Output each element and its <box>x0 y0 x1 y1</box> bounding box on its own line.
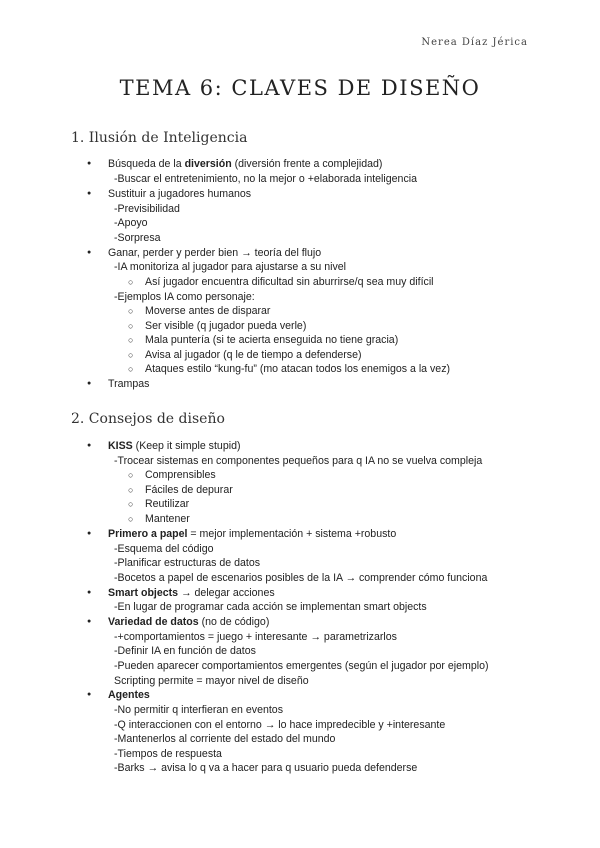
list-item: -+comportamientos = juego + interesante → parametrizarlos <box>114 631 397 643</box>
list-item: ○ Ataques estilo “kung-fu” (mo atacan todos los enemigos a la vez) <box>145 362 450 376</box>
list-item: ● Smart objects → delegar acciones <box>108 586 275 600</box>
list-item: -Sorpresa <box>114 232 161 244</box>
list-item: ● Búsqueda de la diversión (diversión frente a complejidad) <box>108 157 382 171</box>
list-item: ○ Mala puntería (si te acierta enseguida no tiene gracia) <box>145 333 398 347</box>
list-item: ○ Mantener <box>145 512 190 526</box>
section-heading-1: 1. Ilusión de Inteligencia <box>71 130 248 146</box>
list-item: ○ Fáciles de depurar <box>145 483 233 497</box>
list-item: -Planificar estructuras de datos <box>114 557 261 569</box>
list-item: -Buscar el entretenimiento, no la mejor o +elaborada inteligencia <box>114 173 417 185</box>
list-item: -Q interaccionen con el entorno → lo hace impredecible y +interesante <box>114 719 446 731</box>
author-name: Nerea Díaz Jérica <box>421 37 528 48</box>
list-item: Scripting permite = mayor nivel de diseño <box>114 675 309 687</box>
section-heading-2: 2. Consejos de diseño <box>71 411 225 427</box>
list-item: ○ Así jugador encuentra dificultad sin aburrirse/q sea muy difícil <box>145 275 434 289</box>
list-item: -Bocetos a papel de escenarios posibles de la IA → comprender cómo funciona <box>114 572 488 584</box>
list-item: -Trocear sistemas en componentes pequeños para q IA no se vuelva compleja <box>114 455 483 467</box>
list-item: ○ Moverse antes de disparar <box>145 304 270 318</box>
list-item: ● Trampas <box>108 377 149 391</box>
list-item: -Definir IA en función de datos <box>114 645 256 657</box>
list-item: -Pueden aparecer comportamientos emergentes (según el jugador por ejemplo) <box>114 660 489 672</box>
list-item: -Previsibilidad <box>114 203 180 215</box>
list-item: -Mantenerlos al corriente del estado del mundo <box>114 733 336 745</box>
list-item: ○ Ser visible (q jugador pueda verle) <box>145 319 306 333</box>
list-item: ● Ganar, perder y perder bien → teoría del flujo <box>108 246 321 260</box>
list-item: ○ Reutilizar <box>145 497 189 511</box>
list-item: ○ Avisa al jugador (q le de tiempo a defenderse) <box>145 348 362 362</box>
list-item: ● Primero a papel = mejor implementación + sistema +robusto <box>108 527 396 541</box>
list-item: ● Agentes <box>108 688 150 702</box>
list-item: -Esquema del código <box>114 543 214 555</box>
list-item: ○ Comprensibles <box>145 468 216 482</box>
list-item: -Ejemplos IA como personaje: <box>114 291 255 303</box>
list-item: ● KISS (Keep it simple stupid) <box>108 439 240 453</box>
list-item: -IA monitoriza al jugador para ajustarse a su nivel <box>114 261 347 273</box>
list-item: -Tiempos de respuesta <box>114 748 222 760</box>
page-title: TEMA 6: CLAVES DE DISEÑO <box>119 76 481 100</box>
list-item: -Barks → avisa lo q va a hacer para q usuario pueda defenderse <box>114 762 418 774</box>
list-item: -Apoyo <box>114 217 148 229</box>
list-item: -En lugar de programar cada acción se implementan smart objects <box>114 601 427 613</box>
list-item: ● Variedad de datos (no de código) <box>108 615 269 629</box>
list-item: ● Sustituir a jugadores humanos <box>108 187 251 201</box>
list-item: -No permitir q interfieran en eventos <box>114 704 283 716</box>
